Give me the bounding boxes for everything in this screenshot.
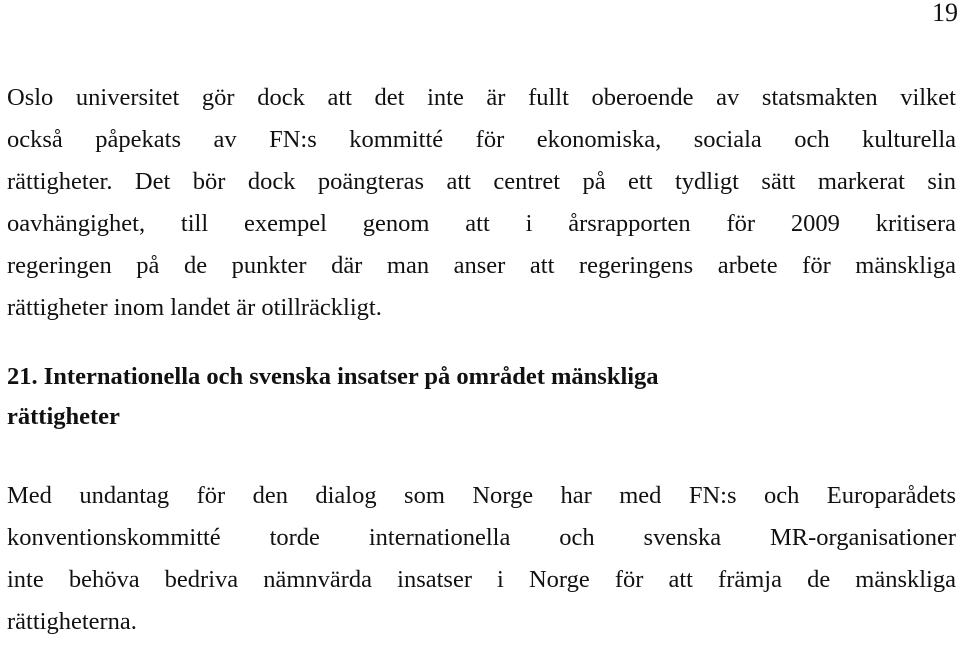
- paragraph-line: regeringen på de punkter där man anser att regeringens arbete för mänskliga: [7, 252, 956, 279]
- paragraph-line: också påpekats av FN:s kommitté för ekonomiska, sociala och kulturella: [7, 126, 956, 153]
- paragraph-line: inte behöva bedriva nämnvärda insatser i Norge för att främja de mänskliga: [7, 566, 956, 593]
- page-content: [7, 77, 956, 643]
- paragraph-line: rättigheter. Det bör dock poängteras att centret på ett tydligt sätt markerat sin: [7, 168, 956, 195]
- section-heading: [7, 357, 956, 437]
- paragraph-line: rättigheter inom landet är otillräckligt.: [7, 294, 382, 321]
- paragraph-line: oavhängighet, till exempel genom att i årsrapporten för 2009 kritisera: [7, 210, 956, 237]
- heading-line: rättigheter: [7, 403, 120, 430]
- paragraph-line: Med undantag för den dialog som Norge har med FN:s och Europarådets: [7, 482, 956, 509]
- paragraph-line: Oslo universitet gör dock att det inte är fullt oberoende av statsmakten vilket: [7, 84, 956, 111]
- paragraph-line: rättigheterna.: [7, 608, 137, 635]
- page-number: 19: [932, 0, 958, 27]
- heading-line: 21. Internationella och svenska insatser på området mänskliga: [7, 363, 659, 390]
- paragraph-line: konventionskommitté torde internationella och svenska MR-organisationer: [7, 524, 956, 551]
- paragraph-oslo-centre: [7, 77, 956, 329]
- paragraph-international-efforts: [7, 475, 956, 643]
